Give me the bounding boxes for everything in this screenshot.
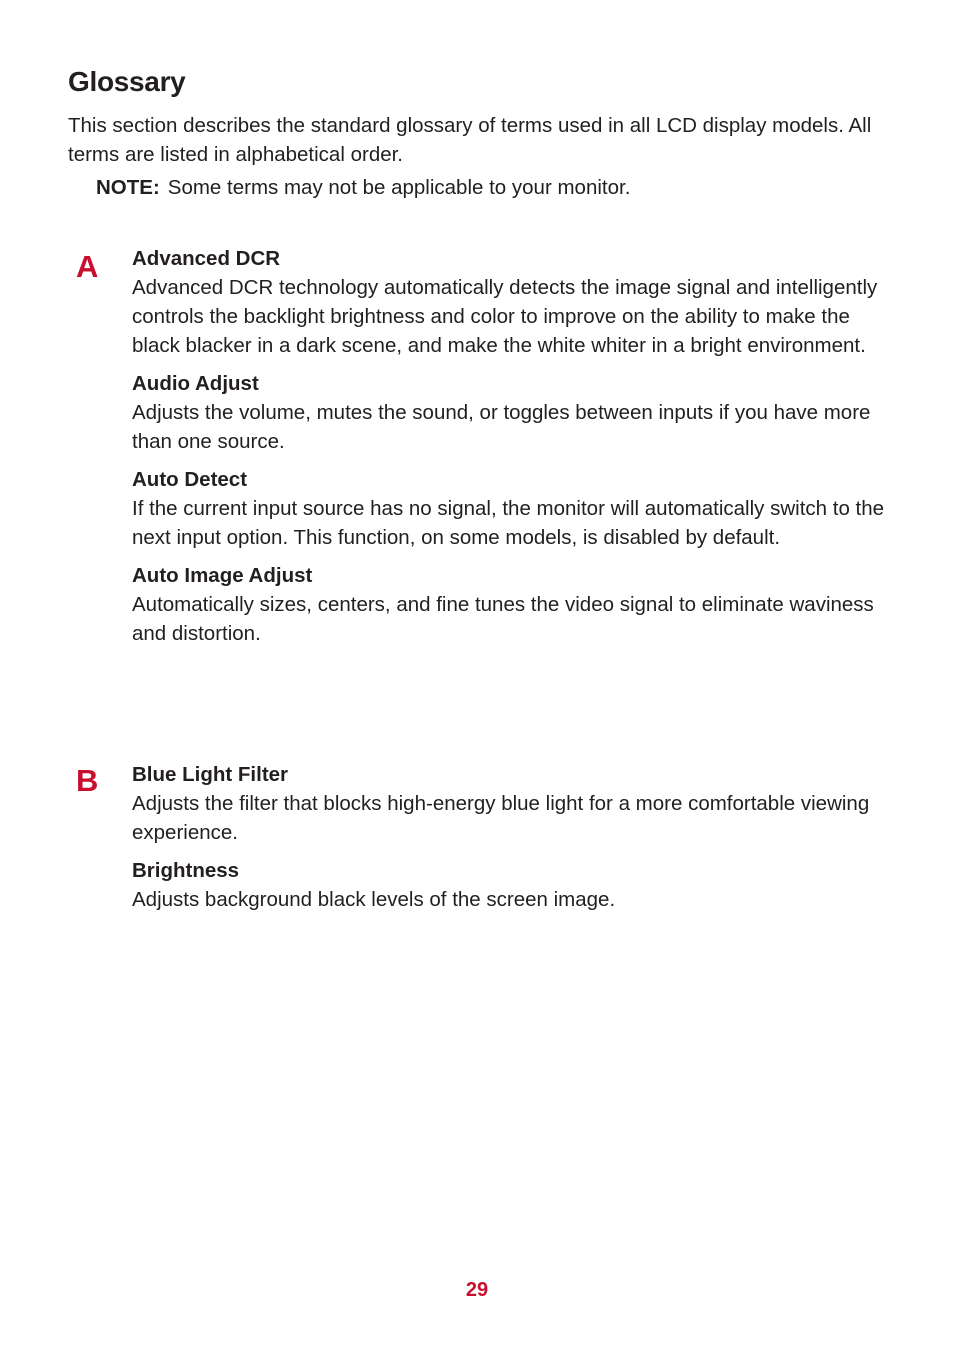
glossary-term: Brightness <box>132 859 240 882</box>
glossary-entry <box>132 244 892 360</box>
note-text: Some terms may not be applicable to your monitor. <box>167 176 631 199</box>
glossary-term: Auto Image Adjust <box>132 564 313 587</box>
note <box>96 173 630 202</box>
glossary-entry <box>132 561 892 648</box>
page-title: Glossary <box>68 66 186 97</box>
glossary-definition: Automatically sizes, centers, and fine tunes the video signal to eliminate waviness and distortion. <box>132 593 874 645</box>
glossary-term: Blue Light Filter <box>132 763 289 786</box>
glossary-definition: Adjusts background black levels of the screen image. <box>132 888 616 911</box>
page-number: 29 <box>465 1279 489 1301</box>
glossary-section-b <box>132 760 892 923</box>
glossary-entry <box>132 369 892 456</box>
glossary-entry <box>132 760 892 847</box>
glossary-term: Audio Adjust <box>132 372 259 395</box>
glossary-entry <box>132 465 892 552</box>
glossary-definition: Advanced DCR technology automatically detects the image signal and intelligently controls the backlight brightness and color to improve on the ability to make the black blacker in a dark scene, and make the white whiter in a bright environment. <box>132 276 878 357</box>
glossary-definition: Adjusts the filter that blocks high-energy blue light for a more comfortable viewing experience. <box>132 792 870 844</box>
note-label: NOTE: <box>96 176 160 199</box>
glossary-term: Advanced DCR <box>132 247 281 270</box>
section-letter-b: B <box>76 763 99 798</box>
glossary-definition: If the current input source has no signal, the monitor will automatically switch to the next input option. This function, on some models, is disabled by default. <box>132 497 885 549</box>
section-letter-a: A <box>76 249 99 284</box>
glossary-term: Auto Detect <box>132 468 248 491</box>
glossary-entry <box>132 856 892 914</box>
glossary-definition: Adjusts the volume, mutes the sound, or toggles between inputs if you have more than one source. <box>132 401 871 453</box>
glossary-section-a <box>132 244 892 657</box>
intro-paragraph: This section describes the standard glossary of terms used in all LCD display models. All terms are listed in alphabetical order. <box>68 114 872 166</box>
